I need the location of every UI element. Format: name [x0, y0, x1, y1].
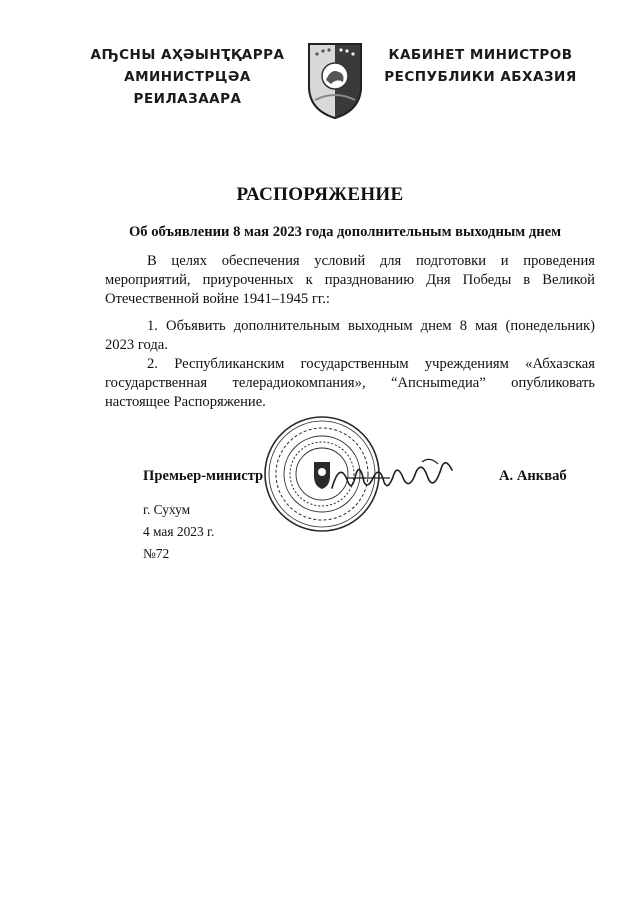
header-left-line1: АҦСНЫ АҲӘЫНҬҚАРРА	[90, 47, 285, 63]
document-subtitle: Об объявлении 8 мая 2023 года дополнительным выходным днем	[128, 224, 562, 240]
handwritten-signature-icon	[326, 452, 466, 498]
document-title: РАСПОРЯЖЕНИЕ	[236, 184, 404, 205]
item-1-paragraph: 1. Объявить дополнительным выходным днем 8 мая (понедельник) 2023 года.	[105, 318, 595, 353]
document-number: №72	[143, 546, 170, 561]
signatory-name: А. Анкваб	[499, 468, 567, 484]
header-left-line2: АМИНИСТРЦӘА РЕИЛАЗААРА	[124, 69, 251, 107]
header-left-abkhaz	[80, 44, 295, 110]
preamble-paragraph: В целях обеспечения условий для подготовки и проведения мероприятий, приуроченных к празднованию Дня Победы в Великой Отечественной войне 1941–1945 гг.:	[105, 253, 595, 307]
header-right-line2: РЕСПУБЛИКИ АБХАЗИЯ	[384, 69, 577, 85]
signatory-position: Премьер-министр	[143, 468, 264, 484]
coat-of-arms-icon	[305, 40, 365, 120]
issue-city: г. Сухум	[143, 502, 191, 517]
header-right-line1: КАБИНЕТ МИНИСТРОВ	[388, 47, 573, 63]
issue-date: 4 мая 2023 г.	[143, 524, 215, 539]
item-2-paragraph: 2. Республиканским государственным учреждениям «Абхазская государственная телерадиокомпания», “Апсныmедиа” опубликовать настоящее Распоряжение.	[105, 356, 595, 410]
header-right-russian	[383, 44, 578, 88]
